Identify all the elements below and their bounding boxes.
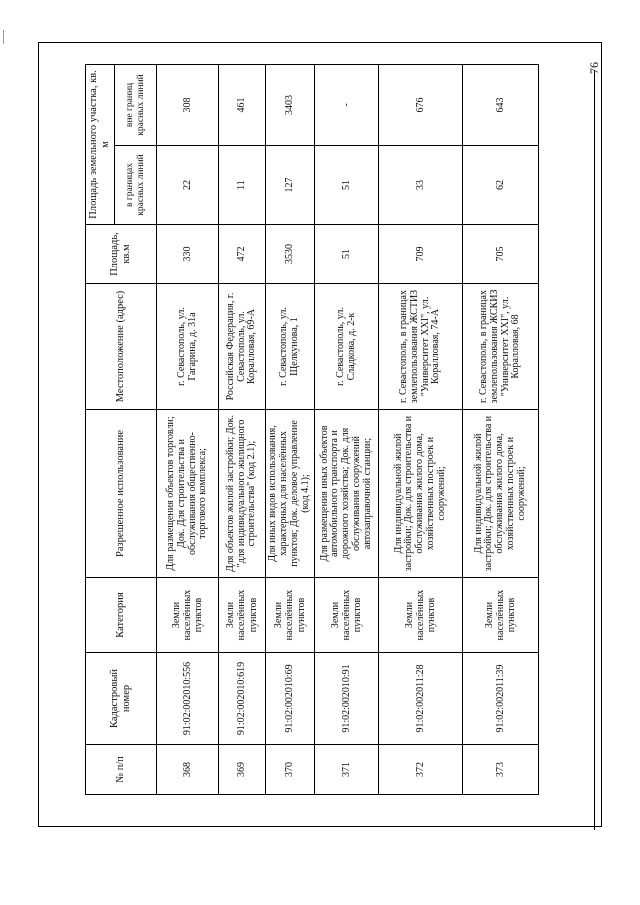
cell-cadastral: 91:02:002010:619 <box>219 653 266 745</box>
cell-location: г. Севастополь, в границах землепользования ЖСКИЗ "Университет XXI", ул. Коралловая, 68 <box>463 284 539 410</box>
cell-cadastral: 91:02:002011:39 <box>463 653 539 745</box>
cell-area: 709 <box>379 225 463 284</box>
cell-outside: 643 <box>463 64 539 145</box>
header-usage: Разрешенное использование <box>86 410 157 578</box>
cell-num: 372 <box>379 745 463 795</box>
cell-usage: Для индивидуальной жилой застройки; Док. для строительства и обслуживания жилого дома, хозяйственных построек и сооружений; <box>379 410 463 578</box>
cell-category: Земли населённых пунктов <box>463 578 539 653</box>
cell-area: 705 <box>463 225 539 284</box>
cell-category: Земли населённых пунктов <box>266 578 315 653</box>
cell-area: 51 <box>315 225 379 284</box>
header-area: Площадь, кв.м <box>86 225 157 284</box>
cell-usage: Для объектов жилой застройки; Док. "для индивидуального жилищного строительства" (код 2.1); <box>219 410 266 578</box>
header-num: № п/п <box>86 745 157 795</box>
cell-cadastral: 91:02:002011:28 <box>379 653 463 745</box>
cell-usage: Для иных видов использования, характерных для населённых пунктов; Док. деловое управление (код 4.1); <box>266 410 315 578</box>
header-cadastral: Кадастровый номер <box>86 653 157 745</box>
table-row <box>463 64 539 794</box>
cell-num: 368 <box>157 745 219 795</box>
cell-location: Российская Федерация, г. Севастополь, ул. Коралловая, 69-А <box>219 284 266 410</box>
rotated-table-container <box>85 65 538 795</box>
cell-within: 33 <box>379 146 463 225</box>
cell-within: 22 <box>157 146 219 225</box>
page-rule <box>594 70 595 830</box>
cell-cadastral: 91:02:002010:556 <box>157 653 219 745</box>
cell-location: г. Севастополь, ул. Сладкова, д. 2-к <box>315 284 379 410</box>
header-location: Местоположение (адрес) <box>86 284 157 410</box>
cell-within: 51 <box>315 146 379 225</box>
cell-within: 62 <box>463 146 539 225</box>
cell-num: 369 <box>219 745 266 795</box>
cell-outside: 3403 <box>266 64 315 145</box>
cell-cadastral: 91:02:002010:91 <box>315 653 379 745</box>
cell-num: 373 <box>463 745 539 795</box>
cell-category: Земли населённых пунктов <box>315 578 379 653</box>
cell-category: Земли населённых пунктов <box>219 578 266 653</box>
cell-location: г. Севастополь, ул. Щелкунова, 1 <box>266 284 315 410</box>
cell-area: 3530 <box>266 225 315 284</box>
header-outside: вне границ красных линий <box>115 64 157 145</box>
page-number: 76 <box>587 62 601 74</box>
cell-outside: 461 <box>219 64 266 145</box>
cell-outside: - <box>315 64 379 145</box>
cell-cadastral: 91:02:002010:69 <box>266 653 315 745</box>
cell-usage: Для индивидуальной жилой застройки; Док. для строительства и обслуживания жилого дома, хозяйственных построек и сооружений; <box>463 410 539 578</box>
table-row <box>266 64 315 794</box>
cell-num: 371 <box>315 745 379 795</box>
header-plot-area: Площадь земельного участка, кв. м <box>86 64 115 224</box>
header-within: в границах красных линий <box>115 146 157 225</box>
cell-within: 127 <box>266 146 315 225</box>
cell-outside: 308 <box>157 64 219 145</box>
cell-location: г. Севастополь, в границах землепользования ЖСТИЗ "Университет XXI", ул. Коралловая, 74-А <box>379 284 463 410</box>
table-row <box>315 64 379 794</box>
cell-category: Земли населённых пунктов <box>379 578 463 653</box>
land-plots-table <box>85 64 539 795</box>
table-row <box>379 64 463 794</box>
cell-location: г. Севастополь, ул. Гагарина, д. 31а <box>157 284 219 410</box>
table-row <box>219 64 266 794</box>
cell-usage: Для размещения объектов торговли; Док. Для строительства и обслуживания общественно-торгового комплекса; <box>157 410 219 578</box>
cell-num: 370 <box>266 745 315 795</box>
cell-area: 472 <box>219 225 266 284</box>
header-category: Категория <box>86 578 157 653</box>
cell-within: 11 <box>219 146 266 225</box>
cell-outside: 676 <box>379 64 463 145</box>
cell-area: 330 <box>157 225 219 284</box>
table-row <box>157 64 219 794</box>
margin-mark <box>3 30 4 44</box>
cell-usage: Для размещения иных объектов автомобильного транспорта и дорожного хозяйства; Док. для обслуживания сооружений автозаправочной станции; <box>315 410 379 578</box>
cell-category: Земли населённых пунктов <box>157 578 219 653</box>
